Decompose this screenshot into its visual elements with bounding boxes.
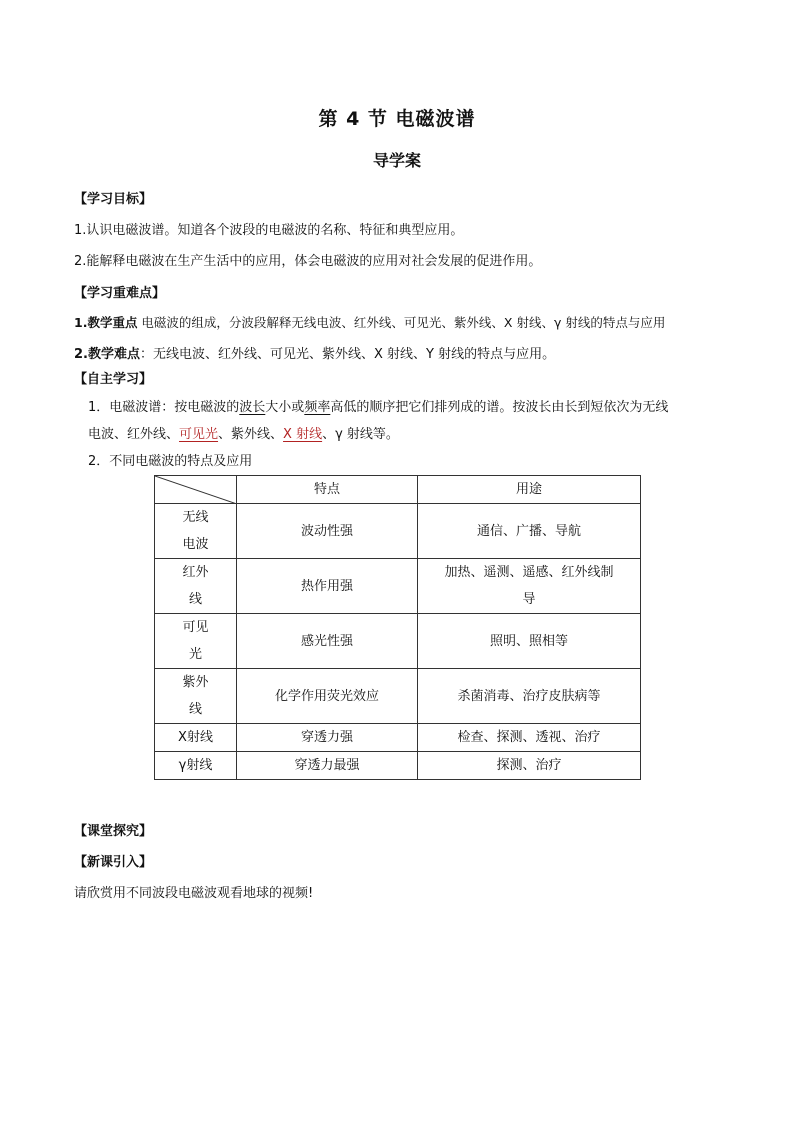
wave-name-line-2: 线 (188, 702, 202, 717)
use-cell (418, 504, 641, 559)
teaching-focus-text: 电磁波的组成，分波段解释无线电波、红外线、可见光、紫外线、X 射线、γ 射线的特点与应用 (137, 315, 666, 330)
learning-goals-heading: 【学习目标】 (74, 192, 153, 207)
wave-name-cell (155, 504, 237, 559)
diagonal-line (155, 476, 237, 504)
page-subtitle: 导学案 (372, 151, 421, 170)
self-study-heading: 【自主学习】 (74, 372, 153, 387)
teaching-difficulty-label: 2.教学难点 (74, 347, 140, 362)
use-line-1: 通信、广播、导航 (476, 523, 581, 539)
wave-name-cell (155, 559, 237, 614)
use-cell (418, 614, 641, 669)
header-feature: 特点 (237, 476, 418, 504)
classroom-heading: 【课堂探究】 (74, 824, 153, 839)
wave-name-line-1: 无线 (182, 510, 209, 525)
use-cell: 探测、治疗 (418, 752, 641, 780)
use-line-1: 杀菌消毒、治疗皮肤病等 (457, 688, 601, 704)
feature-cell: 波动性强 (237, 504, 418, 559)
use-line-1: 照明、照相等 (489, 633, 568, 649)
text-run: 、γ 射线等。 (322, 427, 399, 442)
learning-goal-2: 2.能解释电磁波在生产生活中的应用，体会电磁波的应用对社会发展的促进作用。 (74, 254, 542, 269)
table-row (155, 504, 641, 559)
teaching-focus-label: 1.教学重点 (74, 315, 138, 330)
diagonal-header-cell (155, 476, 237, 504)
teaching-focus (74, 313, 665, 331)
table-row (155, 669, 641, 724)
underlined-term-wavelength: 波长 (239, 400, 266, 415)
use-cell: 检查、探测、透视、治疗 (418, 724, 641, 752)
intro-text: 请欣赏用不同波段电磁波观看地球的视频! (74, 886, 314, 901)
wave-name-cell (155, 614, 237, 669)
table-header-row (155, 476, 641, 504)
wave-name-line-1: 紫外 (182, 675, 209, 690)
learning-goal-1: 1.认识电磁波谱。知道各个波段的电磁波的名称、特征和典型应用。 (74, 223, 464, 238)
header-use: 用途 (418, 476, 641, 504)
wave-name-line-1: 可见 (182, 620, 209, 635)
page-title: 第 4 节 电磁波谱 (318, 108, 476, 130)
wave-name-line-2: 电波 (182, 537, 209, 552)
wave-name-cell: X射线 (155, 724, 237, 752)
table-row (155, 724, 641, 752)
feature-cell: 感光性强 (237, 614, 418, 669)
use-line-1: 加热、遥测、遥感、红外线制 (444, 565, 614, 580)
teaching-difficulty-text: ：无线电波、红外线、可见光、紫外线、X 射线、Y 射线的特点与应用。 (139, 347, 556, 362)
table-row (155, 752, 641, 780)
text-run: 、紫外线、 (218, 427, 284, 442)
wave-name-line-2: 光 (188, 647, 202, 662)
wave-name-line-1: 红外 (182, 565, 209, 580)
use-cell (418, 669, 641, 724)
answer-visible-light: 可见光 (179, 427, 219, 442)
table-row (155, 614, 641, 669)
feature-cell: 穿透力强 (237, 724, 418, 752)
text-run: 1．电磁波谱：按电磁波的 (88, 400, 240, 415)
intro-heading: 【新课引入】 (74, 855, 153, 870)
feature-cell: 化学作用荧光效应 (237, 669, 418, 724)
text-run: 高低的顺序把它们排列成的谱。按波长由长到短依次为无线 (330, 400, 669, 415)
underlined-term-frequency: 频率 (304, 400, 331, 415)
wave-name-cell: γ射线 (155, 752, 237, 780)
answer-x-ray: X 射线 (283, 427, 323, 442)
self-study-paragraph-1-line-1 (88, 396, 668, 415)
text-run: 大小或 (265, 400, 305, 415)
wave-name-cell (155, 669, 237, 724)
use-line-2: 导 (522, 592, 536, 607)
key-points-heading: 【学习重难点】 (74, 286, 166, 301)
table-row (155, 559, 641, 614)
self-study-paragraph-1-line-2 (88, 423, 399, 442)
wave-name-line-2: 线 (188, 592, 202, 607)
teaching-difficulty (74, 343, 555, 362)
feature-cell: 热作用强 (237, 559, 418, 614)
self-study-paragraph-2: 2．不同电磁波的特点及应用 (88, 454, 253, 469)
wave-properties-table (154, 475, 641, 780)
feature-cell: 穿透力最强 (237, 752, 418, 780)
use-cell (418, 559, 641, 614)
text-run: 电波、红外线、 (88, 427, 180, 442)
